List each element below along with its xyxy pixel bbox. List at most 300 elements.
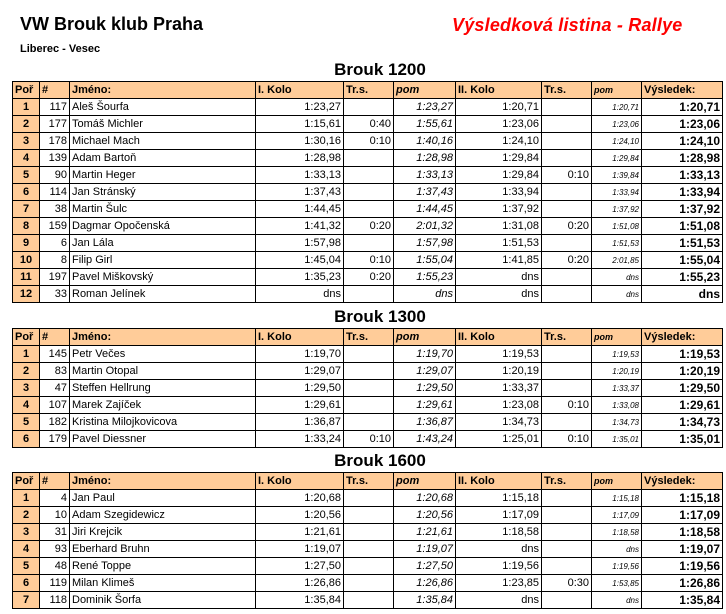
round2-total-cell: 1:51,53	[592, 235, 642, 252]
round2-total-cell: dns	[592, 269, 642, 286]
header-result: Výsledek:	[642, 473, 723, 490]
table-row	[13, 150, 723, 167]
results-table-1200	[12, 81, 723, 303]
round1-penalty-cell: 0:10	[344, 431, 394, 448]
table-row	[13, 167, 723, 184]
table-header-row	[13, 82, 723, 99]
position-cell: 3	[13, 524, 40, 541]
table-header-row	[13, 473, 723, 490]
round1-total-cell: 1:26,86	[394, 575, 456, 592]
round1-total-cell: 1:57,98	[394, 235, 456, 252]
start-number-cell: 197	[40, 269, 70, 286]
result-cell: 1:33,94	[642, 184, 723, 201]
round2-penalty-cell	[542, 592, 592, 609]
table-row	[13, 414, 723, 431]
position-cell: 4	[13, 150, 40, 167]
round2-total-cell: 1:53,85	[592, 575, 642, 592]
round2-total-cell: 1:18,58	[592, 524, 642, 541]
round1-total-cell: 1:37,43	[394, 184, 456, 201]
result-cell: 1:29,61	[642, 397, 723, 414]
round2-total-cell: 1:33,94	[592, 184, 642, 201]
start-number-cell: 31	[40, 524, 70, 541]
start-number-cell: 8	[40, 252, 70, 269]
table-row	[13, 524, 723, 541]
round2-time-cell: 1:29,84	[456, 150, 542, 167]
round2-total-cell: 1:20,71	[592, 99, 642, 116]
start-number-cell: 83	[40, 363, 70, 380]
start-number-cell: 177	[40, 116, 70, 133]
round2-penalty-cell	[542, 133, 592, 150]
header-result: Výsledek:	[642, 82, 723, 99]
round2-total-cell: dns	[592, 286, 642, 303]
round1-penalty-cell	[344, 363, 394, 380]
result-cell: 1:37,92	[642, 201, 723, 218]
round2-total-cell: 1:37,92	[592, 201, 642, 218]
round1-time-cell: 1:57,98	[256, 235, 344, 252]
round1-penalty-cell	[344, 507, 394, 524]
start-number-cell: 178	[40, 133, 70, 150]
header-pom1: pom	[394, 473, 456, 490]
position-cell: 5	[13, 414, 40, 431]
round2-total-cell: 1:19,53	[592, 346, 642, 363]
round1-time-cell: 1:15,61	[256, 116, 344, 133]
round1-total-cell: 1:29,50	[394, 380, 456, 397]
result-cell: 1:20,71	[642, 99, 723, 116]
position-cell: 1	[13, 99, 40, 116]
round2-total-cell: 1:29,84	[592, 150, 642, 167]
result-cell: 1:19,07	[642, 541, 723, 558]
round1-total-cell: 1:33,13	[394, 167, 456, 184]
header-number: #	[40, 329, 70, 346]
position-cell: 1	[13, 346, 40, 363]
position-cell: 10	[13, 252, 40, 269]
results-table-1600	[12, 472, 723, 609]
header-number: #	[40, 473, 70, 490]
round1-penalty-cell	[344, 592, 394, 609]
round2-time-cell: dns	[456, 286, 542, 303]
table-row	[13, 346, 723, 363]
table-row	[13, 558, 723, 575]
driver-name-cell: Kristina Milojkovicova	[70, 414, 256, 431]
position-cell: 4	[13, 541, 40, 558]
round2-penalty-cell: 0:10	[542, 167, 592, 184]
round2-penalty-cell: 0:10	[542, 397, 592, 414]
table-row	[13, 269, 723, 286]
position-cell: 8	[13, 218, 40, 235]
round2-total-cell: 1:33,08	[592, 397, 642, 414]
position-cell: 3	[13, 133, 40, 150]
round2-time-cell: 1:25,01	[456, 431, 542, 448]
driver-name-cell: Marek Zajíček	[70, 397, 256, 414]
start-number-cell: 118	[40, 592, 70, 609]
round2-penalty-cell: 0:10	[542, 431, 592, 448]
header-penalty2: Tr.s.	[542, 329, 592, 346]
position-cell: 3	[13, 380, 40, 397]
round2-penalty-cell	[542, 541, 592, 558]
round2-penalty-cell	[542, 363, 592, 380]
driver-name-cell: Pavel Diessner	[70, 431, 256, 448]
result-cell: 1:35,01	[642, 431, 723, 448]
round2-penalty-cell: 0:20	[542, 252, 592, 269]
round1-penalty-cell	[344, 99, 394, 116]
round2-penalty-cell	[542, 150, 592, 167]
round2-penalty-cell: 0:30	[542, 575, 592, 592]
round1-penalty-cell	[344, 541, 394, 558]
result-cell: 1:19,53	[642, 346, 723, 363]
table-row	[13, 218, 723, 235]
start-number-cell: 38	[40, 201, 70, 218]
table-row	[13, 363, 723, 380]
table-row	[13, 490, 723, 507]
round1-time-cell: 1:33,13	[256, 167, 344, 184]
result-cell: 1:55,23	[642, 269, 723, 286]
driver-name-cell: Martin Otopal	[70, 363, 256, 380]
header-round2: II. Kolo	[456, 82, 542, 99]
table-row	[13, 592, 723, 609]
event-location: Liberec - Vesec	[20, 43, 101, 55]
start-number-cell: 4	[40, 490, 70, 507]
position-cell: 2	[13, 507, 40, 524]
table-row	[13, 397, 723, 414]
table-row	[13, 507, 723, 524]
round1-time-cell: 1:27,50	[256, 558, 344, 575]
table-row	[13, 116, 723, 133]
driver-name-cell: Michael Mach	[70, 133, 256, 150]
round2-penalty-cell: 0:20	[542, 218, 592, 235]
start-number-cell: 107	[40, 397, 70, 414]
round2-penalty-cell	[542, 414, 592, 431]
round2-penalty-cell	[542, 99, 592, 116]
round2-total-cell: 1:17,09	[592, 507, 642, 524]
round1-total-cell: 1:44,45	[394, 201, 456, 218]
driver-name-cell: Martin Šulc	[70, 201, 256, 218]
round1-total-cell: 1:55,04	[394, 252, 456, 269]
round1-time-cell: 1:45,04	[256, 252, 344, 269]
round1-penalty-cell: 0:40	[344, 116, 394, 133]
start-number-cell: 90	[40, 167, 70, 184]
position-cell: 7	[13, 592, 40, 609]
position-cell: 6	[13, 431, 40, 448]
start-number-cell: 119	[40, 575, 70, 592]
result-cell: 1:18,58	[642, 524, 723, 541]
header-pom1: pom	[394, 329, 456, 346]
round2-penalty-cell	[542, 346, 592, 363]
round1-total-cell: 1:20,56	[394, 507, 456, 524]
driver-name-cell: Petr Večes	[70, 346, 256, 363]
round1-total-cell: 2:01,32	[394, 218, 456, 235]
table-row	[13, 235, 723, 252]
round1-time-cell: 1:19,07	[256, 541, 344, 558]
round1-time-cell: 1:29,07	[256, 363, 344, 380]
header-number: #	[40, 82, 70, 99]
start-number-cell: 48	[40, 558, 70, 575]
position-cell: 4	[13, 397, 40, 414]
driver-name-cell: Milan Klimeš	[70, 575, 256, 592]
table-row	[13, 541, 723, 558]
driver-name-cell: Filip Girl	[70, 252, 256, 269]
header-penalty2: Tr.s.	[542, 473, 592, 490]
driver-name-cell: Adam Szegidewicz	[70, 507, 256, 524]
round1-penalty-cell	[344, 558, 394, 575]
round1-time-cell: 1:30,16	[256, 133, 344, 150]
position-cell: 2	[13, 116, 40, 133]
round1-total-cell: 1:23,27	[394, 99, 456, 116]
round2-time-cell: 1:33,37	[456, 380, 542, 397]
round1-penalty-cell: 0:20	[344, 218, 394, 235]
position-cell: 7	[13, 201, 40, 218]
start-number-cell: 159	[40, 218, 70, 235]
round1-total-cell: 1:28,98	[394, 150, 456, 167]
result-cell: 1:33,13	[642, 167, 723, 184]
driver-name-cell: René Toppe	[70, 558, 256, 575]
driver-name-cell: Eberhard Bruhn	[70, 541, 256, 558]
category-title-1200: Brouk 1200	[334, 60, 426, 79]
header-pos: Poř	[13, 82, 40, 99]
round2-penalty-cell	[542, 116, 592, 133]
category-title-1600: Brouk 1600	[334, 451, 426, 470]
round1-total-cell: 1:27,50	[394, 558, 456, 575]
round2-time-cell: 1:19,53	[456, 346, 542, 363]
round1-time-cell: 1:29,61	[256, 397, 344, 414]
driver-name-cell: Dagmar Opočenská	[70, 218, 256, 235]
round2-penalty-cell	[542, 235, 592, 252]
round1-time-cell: 1:26,86	[256, 575, 344, 592]
round1-penalty-cell	[344, 397, 394, 414]
table-row	[13, 252, 723, 269]
club-name: VW Brouk klub Praha	[20, 14, 204, 34]
table-row	[13, 201, 723, 218]
header-pom2: pom	[592, 82, 642, 99]
driver-name-cell: Dominik Šorfa	[70, 592, 256, 609]
result-cell: 1:24,10	[642, 133, 723, 150]
result-cell: 1:20,19	[642, 363, 723, 380]
round2-time-cell: 1:31,08	[456, 218, 542, 235]
header-round1: I. Kolo	[256, 82, 344, 99]
round2-total-cell: dns	[592, 541, 642, 558]
round2-total-cell: 1:20,19	[592, 363, 642, 380]
round2-penalty-cell	[542, 490, 592, 507]
round2-time-cell: 1:17,09	[456, 507, 542, 524]
table-row	[13, 286, 723, 303]
position-cell: 2	[13, 363, 40, 380]
round2-time-cell: 1:29,84	[456, 167, 542, 184]
header-pom2: pom	[592, 329, 642, 346]
result-cell: 1:23,06	[642, 116, 723, 133]
round1-penalty-cell	[344, 150, 394, 167]
result-cell: dns	[642, 286, 723, 303]
start-number-cell: 6	[40, 235, 70, 252]
round1-penalty-cell	[344, 201, 394, 218]
round2-time-cell: dns	[456, 541, 542, 558]
start-number-cell: 139	[40, 150, 70, 167]
round1-total-cell: 1:40,16	[394, 133, 456, 150]
table-row	[13, 431, 723, 448]
round2-total-cell: dns	[592, 592, 642, 609]
round2-time-cell: 1:34,73	[456, 414, 542, 431]
header-round1: I. Kolo	[256, 329, 344, 346]
round2-penalty-cell	[542, 380, 592, 397]
round1-penalty-cell	[344, 235, 394, 252]
round1-time-cell: 1:21,61	[256, 524, 344, 541]
header-result: Výsledek:	[642, 329, 723, 346]
round1-total-cell: 1:29,61	[394, 397, 456, 414]
round1-time-cell: dns	[256, 286, 344, 303]
round2-total-cell: 1:19,56	[592, 558, 642, 575]
round1-time-cell: 1:41,32	[256, 218, 344, 235]
round1-total-cell: 1:36,87	[394, 414, 456, 431]
result-cell: 1:28,98	[642, 150, 723, 167]
start-number-cell: 145	[40, 346, 70, 363]
table-header-row	[13, 329, 723, 346]
round2-total-cell: 2:01,85	[592, 252, 642, 269]
result-cell: 1:51,53	[642, 235, 723, 252]
round1-total-cell: 1:29,07	[394, 363, 456, 380]
header-pos: Poř	[13, 329, 40, 346]
round1-total-cell: 1:55,23	[394, 269, 456, 286]
round1-time-cell: 1:36,87	[256, 414, 344, 431]
position-cell: 1	[13, 490, 40, 507]
header-pom1: pom	[394, 82, 456, 99]
start-number-cell: 179	[40, 431, 70, 448]
round1-total-cell: 1:43,24	[394, 431, 456, 448]
round1-time-cell: 1:28,98	[256, 150, 344, 167]
round2-total-cell: 1:39,84	[592, 167, 642, 184]
driver-name-cell: Jan Stránský	[70, 184, 256, 201]
round1-penalty-cell	[344, 167, 394, 184]
position-cell: 5	[13, 558, 40, 575]
round2-total-cell: 1:15,18	[592, 490, 642, 507]
round2-penalty-cell	[542, 507, 592, 524]
result-cell: 1:26,86	[642, 575, 723, 592]
start-number-cell: 10	[40, 507, 70, 524]
table-row	[13, 133, 723, 150]
position-cell: 6	[13, 575, 40, 592]
round1-penalty-cell	[344, 524, 394, 541]
header-round1: I. Kolo	[256, 473, 344, 490]
start-number-cell: 114	[40, 184, 70, 201]
round1-time-cell: 1:20,68	[256, 490, 344, 507]
round2-time-cell: 1:51,53	[456, 235, 542, 252]
driver-name-cell: Adam Bartoň	[70, 150, 256, 167]
round2-penalty-cell	[542, 269, 592, 286]
round1-penalty-cell: 0:10	[344, 252, 394, 269]
round1-penalty-cell	[344, 286, 394, 303]
table-row	[13, 99, 723, 116]
driver-name-cell: Tomáš Michler	[70, 116, 256, 133]
driver-name-cell: Aleš Šourfa	[70, 99, 256, 116]
round1-total-cell: 1:55,61	[394, 116, 456, 133]
header-penalty1: Tr.s.	[344, 329, 394, 346]
round1-time-cell: 1:23,27	[256, 99, 344, 116]
round2-time-cell: 1:37,92	[456, 201, 542, 218]
round2-time-cell: 1:41,85	[456, 252, 542, 269]
round2-total-cell: 1:23,06	[592, 116, 642, 133]
round1-total-cell: dns	[394, 286, 456, 303]
round1-penalty-cell: 0:10	[344, 133, 394, 150]
round1-time-cell: 1:20,56	[256, 507, 344, 524]
start-number-cell: 93	[40, 541, 70, 558]
round2-time-cell: 1:23,85	[456, 575, 542, 592]
round2-time-cell: dns	[456, 592, 542, 609]
round2-time-cell: 1:18,58	[456, 524, 542, 541]
driver-name-cell: Jan Lála	[70, 235, 256, 252]
round1-time-cell: 1:44,45	[256, 201, 344, 218]
driver-name-cell: Pavel Miškovský	[70, 269, 256, 286]
start-number-cell: 33	[40, 286, 70, 303]
result-cell: 1:55,04	[642, 252, 723, 269]
round2-time-cell: 1:20,71	[456, 99, 542, 116]
header-name: Jméno:	[70, 329, 256, 346]
round1-penalty-cell	[344, 414, 394, 431]
round2-time-cell: 1:24,10	[456, 133, 542, 150]
round2-penalty-cell	[542, 524, 592, 541]
position-cell: 6	[13, 184, 40, 201]
round2-time-cell: 1:20,19	[456, 363, 542, 380]
round2-time-cell: 1:33,94	[456, 184, 542, 201]
round1-penalty-cell: 0:20	[344, 269, 394, 286]
round2-total-cell: 1:24,10	[592, 133, 642, 150]
round1-penalty-cell	[344, 490, 394, 507]
round2-penalty-cell	[542, 558, 592, 575]
round2-total-cell: 1:34,73	[592, 414, 642, 431]
header-penalty2: Tr.s.	[542, 82, 592, 99]
driver-name-cell: Jan Paul	[70, 490, 256, 507]
result-cell: 1:35,84	[642, 592, 723, 609]
round1-total-cell: 1:20,68	[394, 490, 456, 507]
header-name: Jméno:	[70, 82, 256, 99]
header-round2: II. Kolo	[456, 473, 542, 490]
result-cell: 1:19,56	[642, 558, 723, 575]
document-title: Výsledková listina - Rallye	[452, 15, 683, 35]
table-row	[13, 575, 723, 592]
round1-time-cell: 1:19,70	[256, 346, 344, 363]
start-number-cell: 117	[40, 99, 70, 116]
header-pos: Poř	[13, 473, 40, 490]
result-cell: 1:51,08	[642, 218, 723, 235]
round2-time-cell: 1:23,08	[456, 397, 542, 414]
result-cell: 1:17,09	[642, 507, 723, 524]
round1-time-cell: 1:35,23	[256, 269, 344, 286]
header-pom2: pom	[592, 473, 642, 490]
round1-penalty-cell	[344, 184, 394, 201]
result-cell: 1:15,18	[642, 490, 723, 507]
result-cell: 1:34,73	[642, 414, 723, 431]
start-number-cell: 182	[40, 414, 70, 431]
round2-penalty-cell	[542, 184, 592, 201]
round1-time-cell: 1:35,84	[256, 592, 344, 609]
position-cell: 11	[13, 269, 40, 286]
round2-total-cell: 1:35,01	[592, 431, 642, 448]
result-cell: 1:29,50	[642, 380, 723, 397]
table-row	[13, 380, 723, 397]
driver-name-cell: Jiri Krejcik	[70, 524, 256, 541]
results-table-1300	[12, 328, 723, 448]
position-cell: 5	[13, 167, 40, 184]
header-name: Jméno:	[70, 473, 256, 490]
driver-name-cell: Roman Jelínek	[70, 286, 256, 303]
round1-total-cell: 1:19,70	[394, 346, 456, 363]
position-cell: 12	[13, 286, 40, 303]
round2-time-cell: 1:15,18	[456, 490, 542, 507]
round1-penalty-cell	[344, 380, 394, 397]
round1-time-cell: 1:37,43	[256, 184, 344, 201]
round1-time-cell: 1:33,24	[256, 431, 344, 448]
round2-penalty-cell	[542, 286, 592, 303]
round2-total-cell: 1:51,08	[592, 218, 642, 235]
round1-penalty-cell	[344, 346, 394, 363]
round2-time-cell: 1:19,56	[456, 558, 542, 575]
round1-total-cell: 1:35,84	[394, 592, 456, 609]
